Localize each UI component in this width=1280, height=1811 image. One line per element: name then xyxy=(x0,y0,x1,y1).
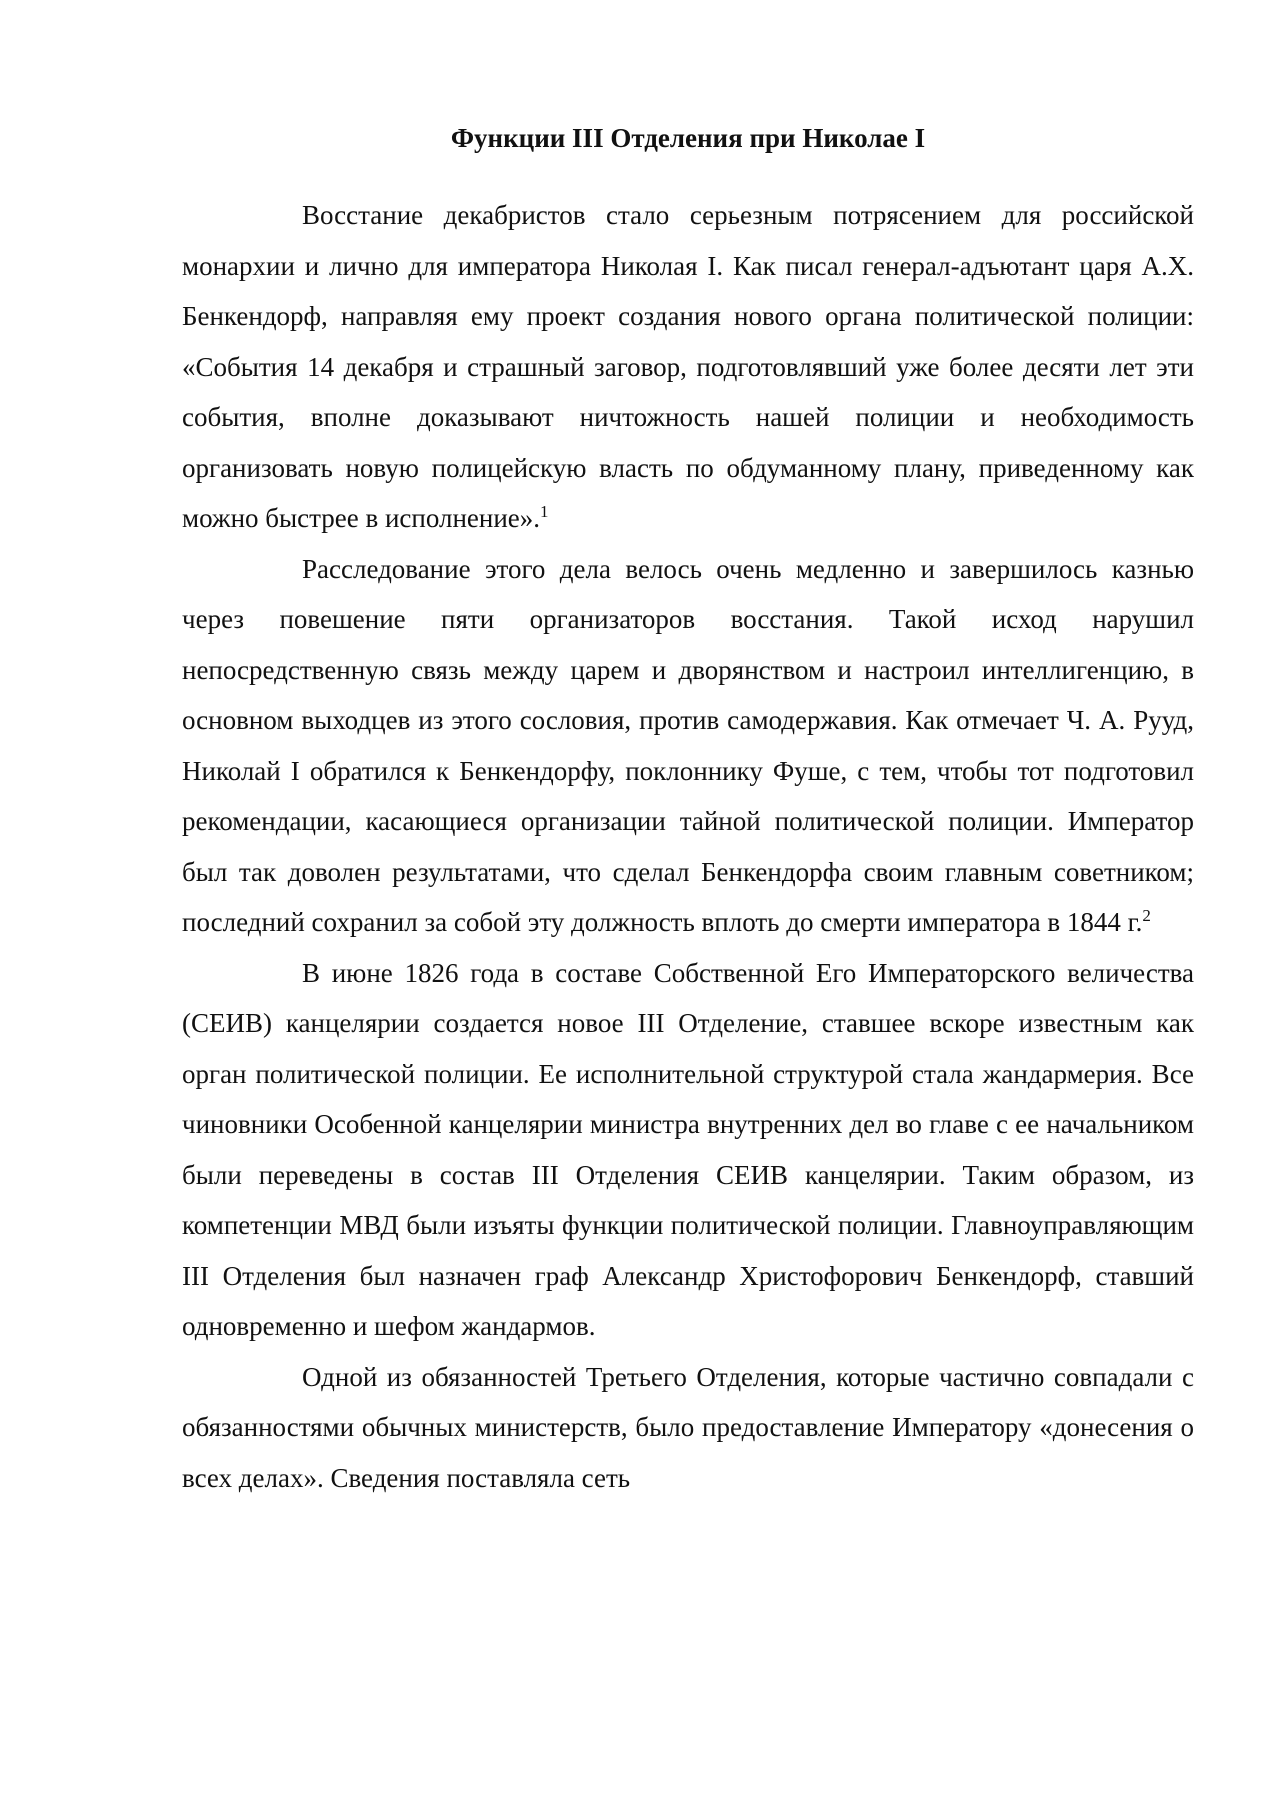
paragraph-3 xyxy=(182,948,1194,1352)
paragraph-text: Восстание декабристов стало серьезным потрясением для российской монархии и лично для императора Николая I. Как писал генерал-адъютант царя А.Х. Бенкендорф, направляя ему проект создания нового органа политической полиции: «События 14 декабря и страшный заговор, подготовлявший уже более десяти лет эти события, вполне доказывают ничтожность нашей полиции и необходимость организовать новую полицейскую власть по обдуманному плану, приведенному как можно быстрее в исполнение». xyxy=(182,200,1194,533)
document-page xyxy=(182,118,1194,1503)
paragraph-1 xyxy=(182,190,1194,544)
footnote-marker[interactable]: 1 xyxy=(540,502,549,521)
paragraph-text: Одной из обязанностей Третьего Отделения, которые частично совпадали с обязанностями обычных министерств, было предоставление Императору «донесения о всех делах». Сведения поставляла сеть xyxy=(182,1361,1194,1493)
document-title: Функции III Отделения при Николае I xyxy=(450,123,926,153)
paragraph-4 xyxy=(182,1352,1194,1504)
paragraph-text: В июне 1826 года в составе Собственной Его Императорского величества (СЕИВ) канцелярии создается новое III Отделение, ставшее вскоре известным как орган политической полиции. Ее исполнительной структурой стала жандармерия. Все чиновники Особенной канцелярии министра внутренних дел во главе с ее начальником были переведены в состав III Отделения СЕИВ канцелярии. Таким образом, из компетенции МВД были изъяты функции политической полиции. Главноуправляющим III Отделения был назначен граф Александр Христофорович Бенкендорф, ставший одновременно и шефом жандармов. xyxy=(182,957,1194,1341)
footnote-marker[interactable]: 2 xyxy=(1142,906,1151,925)
paragraph-2 xyxy=(182,544,1194,948)
paragraph-text: Расследование этого дела велось очень медленно и завершилось казнью через повешение пяти организаторов восстания. Такой исход нарушил непосредственную связь между царем и дворянством и настроил интеллигенцию, в основном выходцев из этого сословия, против самодержавия. Как отмечает Ч. А. Рууд, Николай I обратился к Бенкендорфу, поклоннику Фуше, с тем, чтобы тот подготовил рекомендации, касающиеся организации тайной политической полиции. Император был так доволен результатами, что сделал Бенкендорфа своим главным советником; последний сохранил за собой эту должность вплоть до смерти императора в 1844 г. xyxy=(182,553,1194,937)
